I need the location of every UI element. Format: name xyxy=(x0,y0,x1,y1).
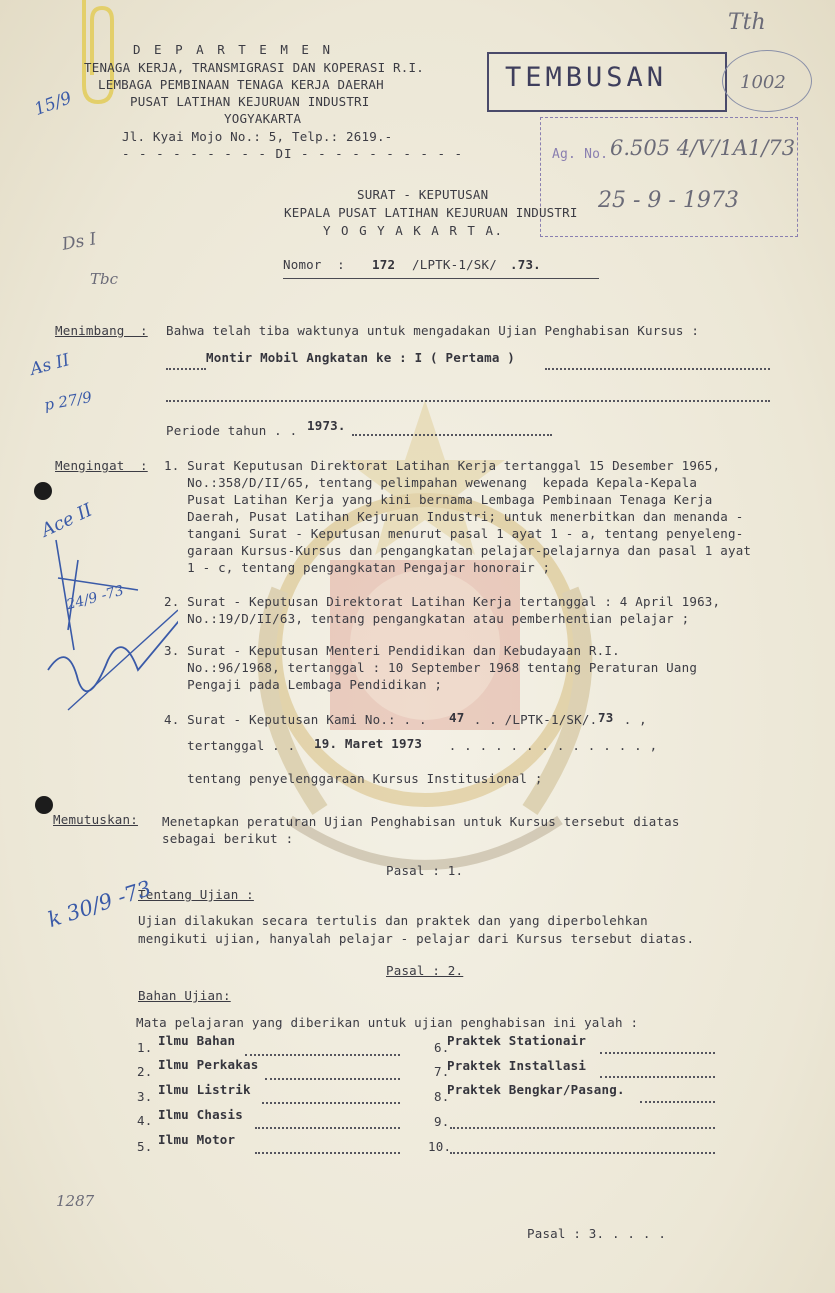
dotted-leader xyxy=(166,368,206,370)
periode-label: Periode tahun . . xyxy=(166,423,298,438)
pasal1-heading: Pasal : 1. xyxy=(386,863,464,878)
dotted-leader xyxy=(262,1102,400,1104)
subject-name: Praktek Stationair xyxy=(447,1033,587,1048)
mengingat-item3-line1: 3. Surat - Keputusan Menteri Pendidikan dan Kebudayaan R.I. xyxy=(164,643,620,658)
title-line1: SURAT - KEPUTUSAN xyxy=(357,187,489,202)
mengingat-item4-tail: . , xyxy=(616,712,647,727)
dotted-leader xyxy=(166,400,770,402)
dotted-leader xyxy=(545,368,770,370)
handwritten-ace-note: Ace II xyxy=(38,499,96,542)
memutuskan-line2: sebagai berikut : xyxy=(162,831,294,846)
handwritten-ka-note: k 30/9 -73 xyxy=(44,876,155,932)
handwritten-sign-date: 24/9 -73 xyxy=(64,582,126,614)
subject-number: 6. xyxy=(434,1040,450,1055)
mengingat-item4-number: 47 xyxy=(449,710,465,725)
dotted-leader xyxy=(600,1052,715,1054)
dotted-leader xyxy=(450,1127,715,1129)
title-city: Y O G Y A K A R T A. xyxy=(323,223,504,238)
mengingat-item1-line3: Pusat Latihan Kerja yang kini bernama Lembaga Pembinaan Tenaga Kerja xyxy=(164,492,713,507)
subject-number: 3. xyxy=(137,1089,153,1104)
punch-hole xyxy=(34,482,52,500)
dotted-leader xyxy=(600,1076,715,1078)
header-city: YOGYAKARTA xyxy=(224,111,302,126)
subject-number: 10. xyxy=(428,1139,452,1154)
mengingat-item1-line5: tangani Surat - Keputusan menurut pasal 1 ayat 1 - a, tentang penyeleng- xyxy=(164,526,744,541)
subject-number: 8. xyxy=(434,1089,450,1104)
subject-name: Ilmu Motor xyxy=(158,1132,236,1147)
subject-number: 9. xyxy=(434,1114,450,1129)
dotted-leader xyxy=(255,1152,400,1154)
handwritten-disposition-note: Ds I xyxy=(60,229,98,255)
header-ministry: TENAGA KERJA, TRANSMIGRASI DAN KOPERASI R.I. xyxy=(84,60,424,75)
menimbang-text: Bahwa telah tiba waktunya untuk mengadakan Ujian Penghabisan Kursus : xyxy=(166,323,700,338)
stamp-number: 1002 xyxy=(740,72,786,93)
mengingat-item1-line4: Daerah, Pusat Latihan Kejuruan Industri; untuk menerbitkan dan menanda - xyxy=(164,509,744,524)
mengingat-item4-code: . . /LPTK-1/SK/. xyxy=(466,712,598,727)
mengingat-item4-prefix: 4. Surat - Keputusan Kami No.: . . xyxy=(164,712,427,727)
subject-number: 5. xyxy=(137,1139,153,1154)
subject-name: Praktek Installasi xyxy=(447,1058,587,1073)
header-agency: LEMBAGA PEMBINAAN TENAGA KERJA DAERAH xyxy=(98,77,384,92)
mengingat-item3-line2: No.:96/1968, tertanggal : 10 September 1968 tentang Peraturan Uang xyxy=(164,660,698,675)
agenda-prefix: Ag. No. xyxy=(552,147,609,162)
handwritten-disposition-sub: Tbc xyxy=(90,270,119,288)
mengingat-item4-date-label: tertanggal . . xyxy=(164,738,296,753)
header-address: Jl. Kyai Mojo No.: 5, Telp.: 2619.- xyxy=(122,129,393,144)
mengingat-item4-date-tail: . . . . . . . . . . . . . , xyxy=(441,738,658,753)
mengingat-item4-date: 19. Maret 1973 xyxy=(314,736,423,751)
handwritten-date-note-2: p 27/9 xyxy=(42,387,94,415)
handwritten-date-note: 15/9 xyxy=(31,88,75,120)
header-center: PUSAT LATIHAN KEJURUAN INDUSTRI xyxy=(130,94,370,109)
subject-name: Ilmu Listrik xyxy=(158,1082,251,1097)
agenda-number: 6.505 4/V/1A1/73 xyxy=(610,136,796,160)
pasal1-line2: mengikuti ujian, hanyalah pelajar - pelajar dari Kursus tersebut diatas. xyxy=(138,931,695,946)
nomor-label: Nomor : xyxy=(283,257,345,272)
handwritten-page-number: 1287 xyxy=(56,1192,95,1210)
dotted-leader xyxy=(245,1054,400,1056)
subject-number: 7. xyxy=(434,1064,450,1079)
subject-name: Ilmu Bahan xyxy=(158,1033,236,1048)
subject-name: Ilmu Chasis xyxy=(158,1107,243,1122)
nomor-number: 172 xyxy=(372,257,396,272)
pasal2-intro: Mata pelajaran yang diberikan untuk ujian penghabisan ini yalah : xyxy=(136,1015,639,1030)
title-line2: KEPALA PUSAT LATIHAN KEJURUAN INDUSTRI xyxy=(284,205,578,220)
mengingat-item2-line1: 2. Surat - Keputusan Direktorat Latihan Kerja tertanggal : 4 April 1963, xyxy=(164,594,721,609)
course-name: Montir Mobil Angkatan ke : I ( Pertama ) xyxy=(206,350,516,365)
corner-mark: Tth xyxy=(728,10,766,35)
subject-name: Praktek Bengkar/Pasang. xyxy=(447,1082,625,1097)
handwritten-signature xyxy=(28,520,178,720)
subject-number: 2. xyxy=(137,1064,153,1079)
pasal1-subheading: Tentang Ujian : xyxy=(138,887,254,902)
header-department: D E P A R T E M E N xyxy=(133,42,333,57)
mengingat-item1-line2: No.:358/D/II/65, tentang pelimpahan wewenang kepada Kepala-Kepala xyxy=(164,475,698,490)
memutuskan-line1: Menetapkan peraturan Ujian Penghabisan untuk Kursus tersebut diatas xyxy=(162,814,680,829)
mengingat-item2-line2: No.:19/D/II/63, tentang pengangkatan atau pemberhentian pelajar ; xyxy=(164,611,690,626)
tembusan-stamp: TEMBUSAN xyxy=(505,62,668,93)
dotted-leader xyxy=(640,1101,715,1103)
header-dash-line: - - - - - - - - - DI - - - - - - - - - - xyxy=(122,146,464,161)
nomor-year: .73. xyxy=(510,257,541,272)
pasal1-line1: Ujian dilakukan secara tertulis dan praktek dan yang diperbolehkan xyxy=(138,913,648,928)
pasal3-heading: Pasal : 3. . . . . xyxy=(527,1226,667,1241)
mengingat-item3-line3: Pengaji pada Lembaga Pendidikan ; xyxy=(164,677,443,692)
dotted-leader xyxy=(255,1127,400,1129)
pasal2-heading: Pasal : 2. xyxy=(386,963,464,978)
agenda-stamp-box xyxy=(540,117,798,237)
punch-hole xyxy=(35,796,53,814)
dotted-leader xyxy=(352,434,552,436)
dotted-leader xyxy=(450,1152,715,1154)
mengingat-item4-year: 73 xyxy=(598,710,614,725)
paperclip-icon xyxy=(72,0,122,110)
mengingat-label: Mengingat : xyxy=(55,458,148,473)
title-rule xyxy=(283,278,599,279)
mengingat-item1-line7: 1 - c, tentang pengangkatan Pengajar honorair ; xyxy=(164,560,551,575)
mengingat-item1-line6: garaan Kursus-Kursus dan pengangkatan pelajar-pelajarnya dan pasal 1 ayat xyxy=(164,543,752,558)
mengingat-item1-line1: 1. Surat Keputusan Direktorat Latihan Kerja tertanggal 15 Desember 1965, xyxy=(164,458,721,473)
dotted-leader xyxy=(265,1078,400,1080)
subject-number: 4. xyxy=(137,1113,153,1128)
nomor-code: /LPTK-1/SK/ xyxy=(412,257,497,272)
agenda-date: 25 - 9 - 1973 xyxy=(598,188,739,213)
menimbang-label: Menimbang : xyxy=(55,323,148,338)
pasal2-subheading: Bahan Ujian: xyxy=(138,988,231,1003)
handwritten-as-note: As II xyxy=(28,350,72,380)
subject-name: Ilmu Perkakas xyxy=(158,1057,259,1072)
subject-number: 1. xyxy=(137,1040,153,1055)
memutuskan-label: Memutuskan: xyxy=(53,812,138,827)
periode-value: 1973. xyxy=(307,418,346,433)
mengingat-item4-about: tentang penyelenggaraan Kursus Institusional ; xyxy=(164,771,543,786)
